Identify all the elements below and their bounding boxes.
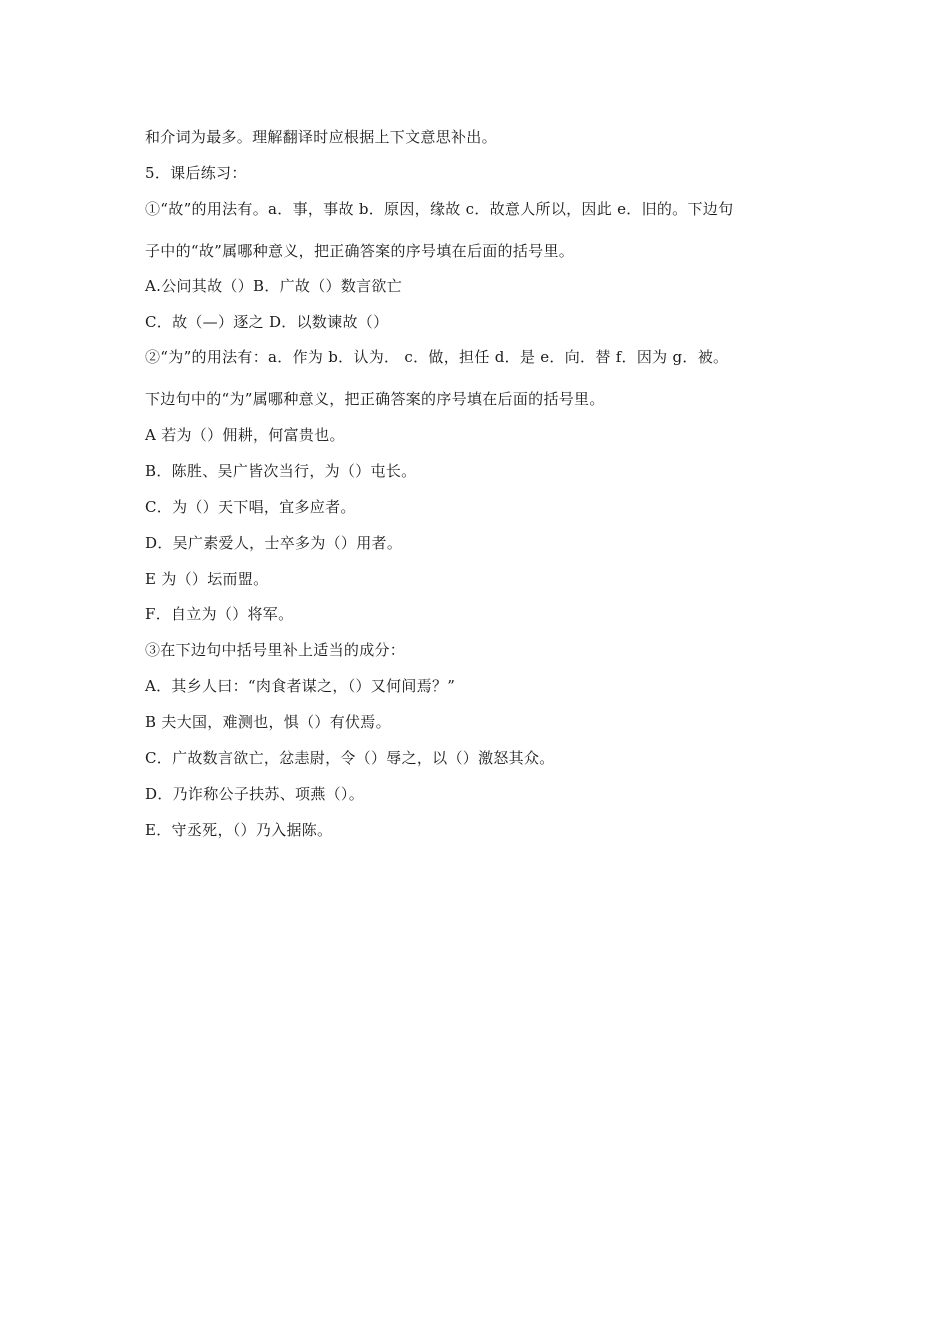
question-3-item: D．乃诈称公子扶苏、项燕（）。 [145,785,365,803]
text-line: 和介词为最多。理解翻译时应根据上下文意思补出。 [145,128,497,146]
question-2-item: D．吴广素爱人，士卒多为（）用者。 [145,534,403,552]
question-2-instruction: 下边句中的“为”属哪种意义，把正确答案的序号填在后面的括号里。 [145,390,605,408]
question-3-intro: ③在下边句中括号里补上适当的成分： [145,641,406,659]
question-3-item: E．守丞死，（）乃入据陈。 [145,821,333,839]
question-1-item: A.公问其故（）B．广故（）数言欲亡 [145,277,403,295]
question-1-item: C．故（—）逐之 D．以数谏故（） [145,313,389,331]
question-2-item: B．陈胜、吴广皆次当行，为（）屯长。 [145,462,417,480]
question-2-item: C．为（）天下唱，宜多应者。 [145,498,356,516]
question-1-intro: ①“故”的用法有。a．事，事故 b．原因，缘故 c．故意人所以，因此 e．旧的。下边句 [145,200,734,218]
question-2-intro: ②“为”的用法有：a．作为 b．认为． c．做，担任 d．是 e．向．替 f．因为 g．被。 [145,348,729,366]
question-3-item: C．广故数言欲亡，忿恚尉，令（）辱之，以（）激怒其众。 [145,749,555,767]
section-heading: 5．课后练习： [145,164,247,182]
question-1-instruction: 子中的“故”属哪种意义，把正确答案的序号填在后面的括号里。 [145,242,575,260]
question-2-item: F．自立为（）将军。 [145,605,294,623]
question-2-item: E 为（）坛而盟。 [145,570,269,588]
question-2-item: A 若为（）佣耕，何富贵也。 [145,426,345,444]
question-3-item: A．其乡人曰：“肉食者谋之，（）又何间焉？” [145,677,456,695]
question-3-item: B 夫大国，难测也，惧（）有伏焉。 [145,713,391,731]
